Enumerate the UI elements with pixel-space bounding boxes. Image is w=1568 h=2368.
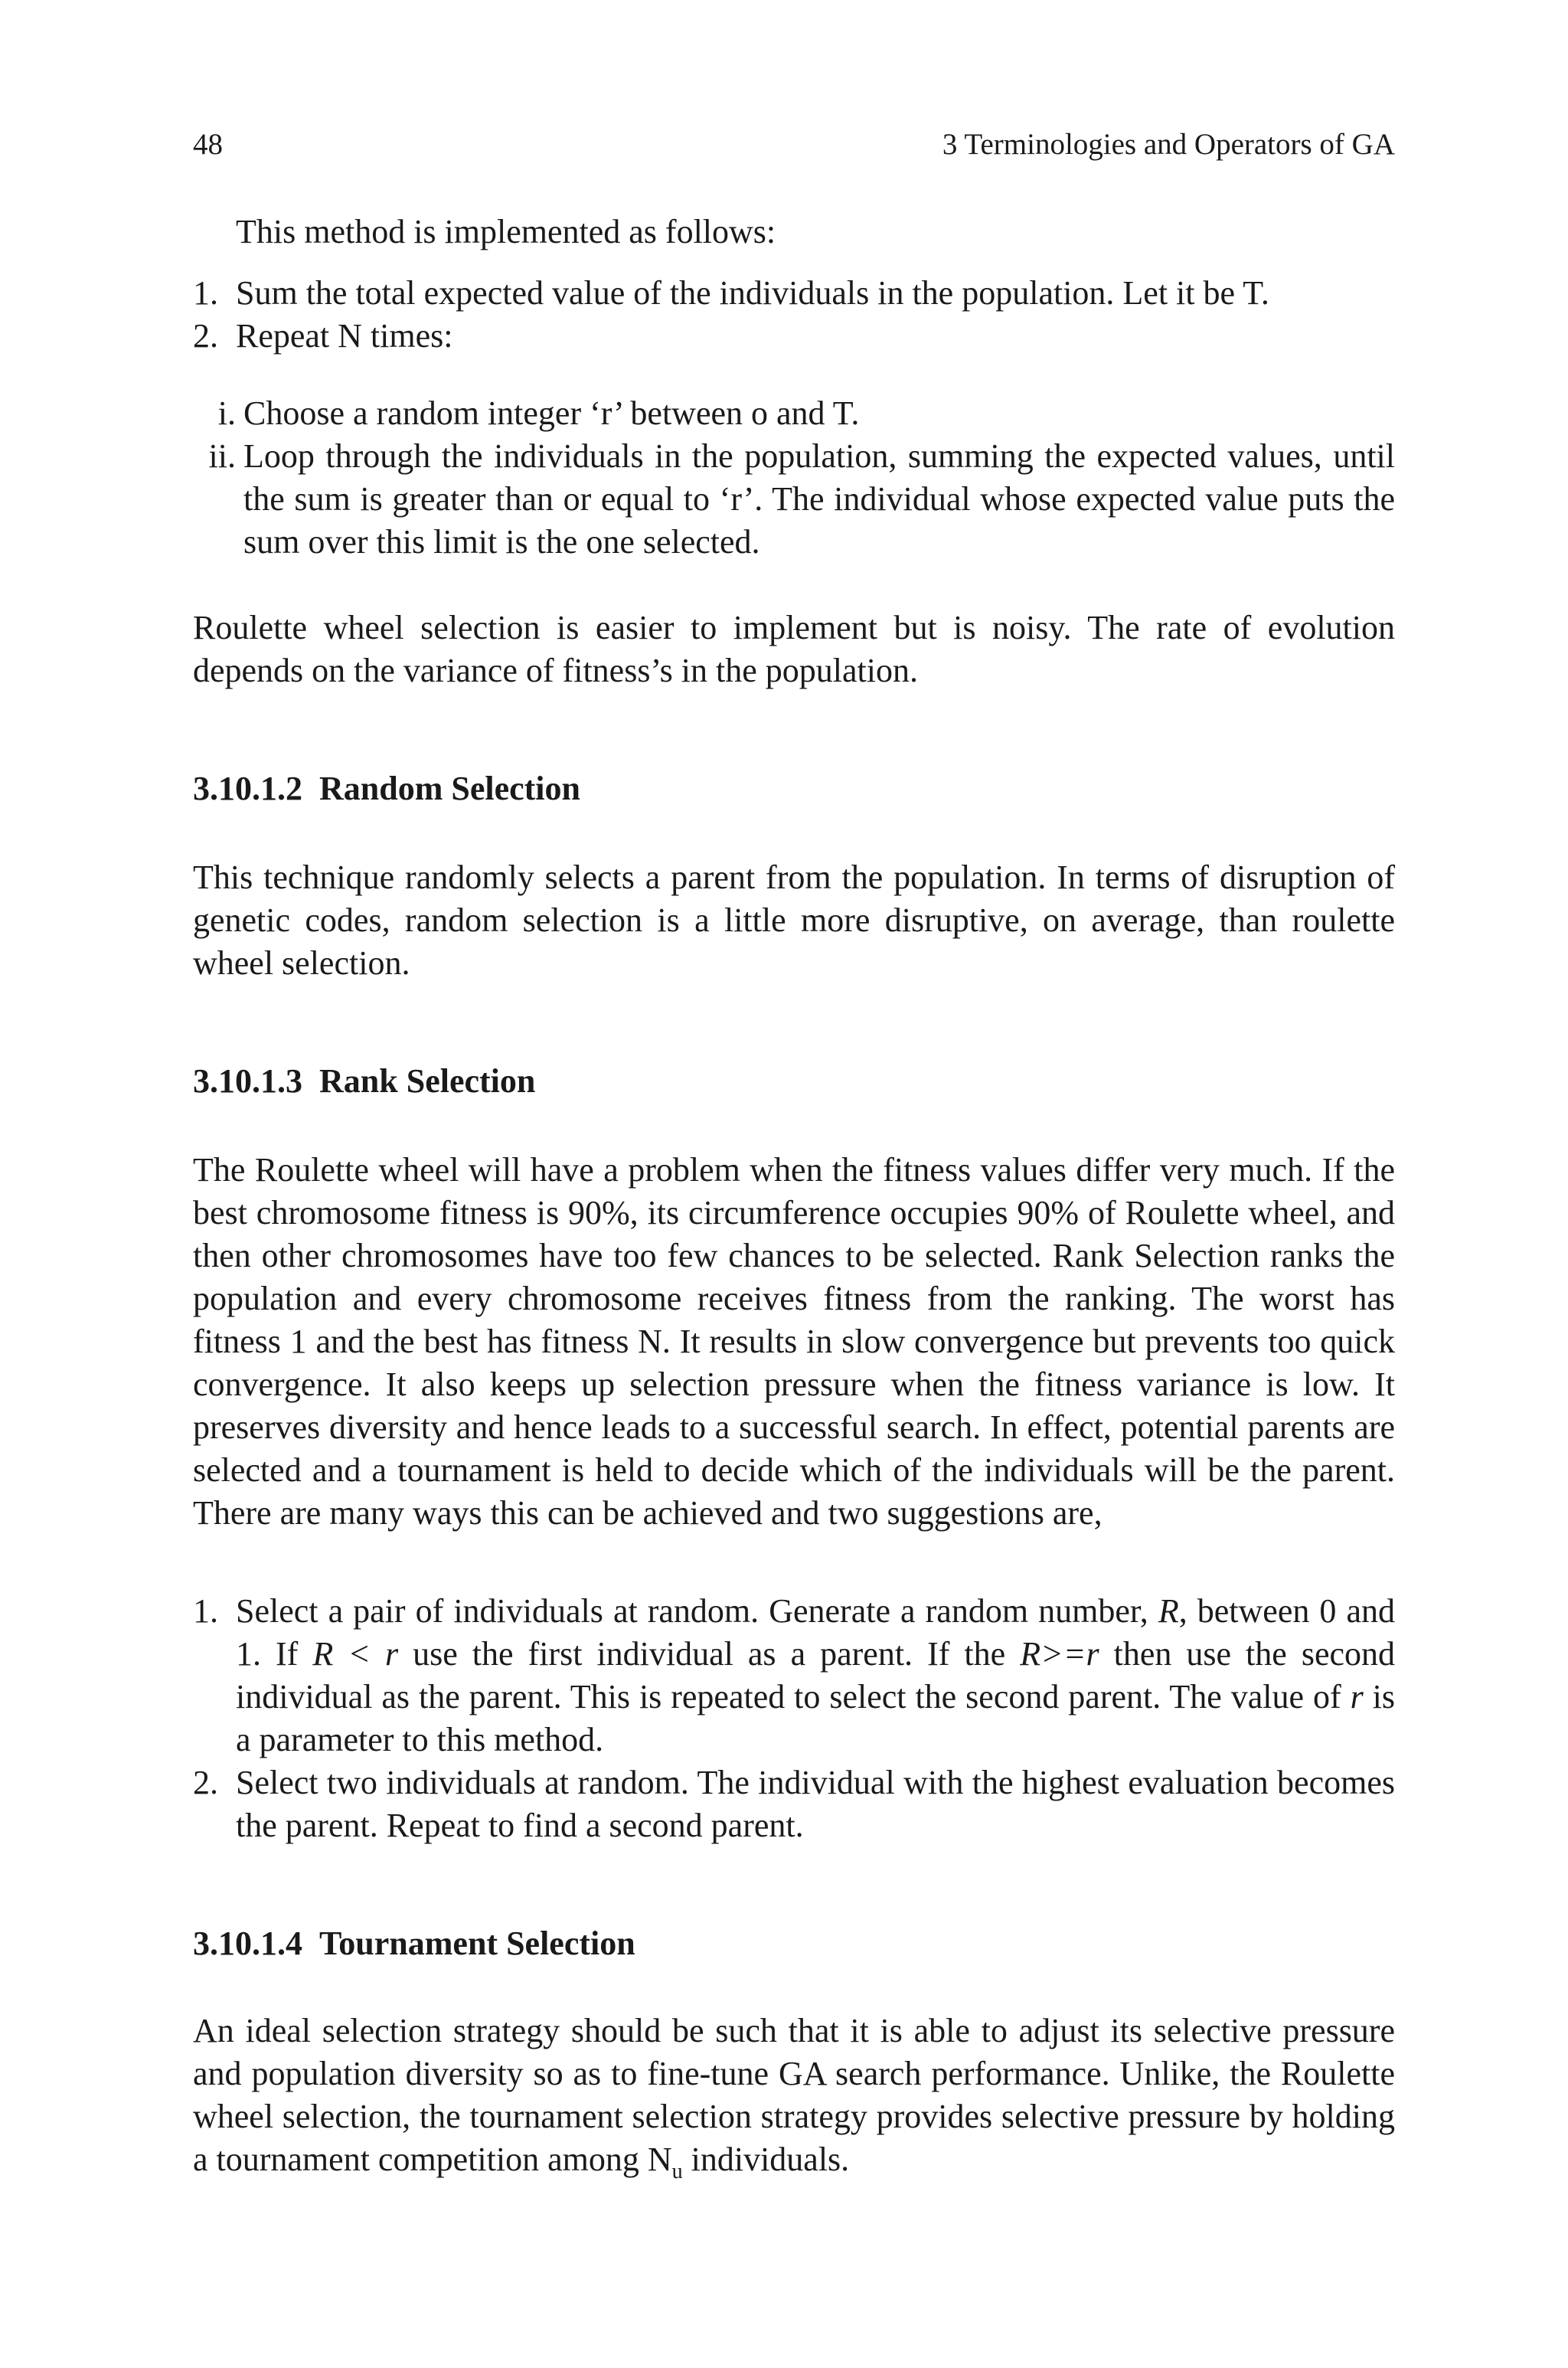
list-item-text: Repeat N times: xyxy=(236,317,453,355)
list-item xyxy=(193,1590,1395,1761)
list-item-text: Loop through the individuals in the population, summing the expected values, until the sum is greater than or equal to ‘r’. The individual whose expected value puts the sum over this limit is the one selected. xyxy=(243,437,1395,561)
list-item xyxy=(193,435,1395,564)
list-item-text xyxy=(236,1592,1395,1758)
section-number: 3.10.1.3 xyxy=(193,1062,302,1100)
section-heading-rank-selection xyxy=(193,1060,1395,1103)
roulette-summary-paragraph: Roulette wheel selection is easier to implement but is noisy. The rate of evolution depends on the variance of fitness’s in the population. xyxy=(193,609,1395,689)
section-number: 3.10.1.2 xyxy=(193,770,302,807)
page-number: 48 xyxy=(193,128,223,161)
list-item-text: Sum the total expected value of the individuals in the population. Let it be T. xyxy=(236,274,1269,312)
list-marker: 2. xyxy=(193,1764,218,1801)
text-run: , between 0 and 1. If xyxy=(236,1592,1395,1673)
text-run: then use the second individual as the parent. This is repeated to select the second parent. The value of xyxy=(236,1635,1395,1715)
text-run: An ideal selection strategy should be such that it is able to adjust its selective pressure and population diversity so as to fine-tune GA search performance. Unlike, the Roulette wheel selection, the tournament selection strategy provides selective pressure by holding a tournament competition among N xyxy=(193,2012,1395,2178)
roulette-substeps-list xyxy=(193,392,1395,564)
text-run: Select a pair of individuals at random. Generate a random number, xyxy=(236,1592,1158,1630)
list-item-text: Choose a random integer ‘r’ between o and T. xyxy=(243,394,860,432)
section-title: Random Selection xyxy=(319,770,580,807)
rank-selection-list xyxy=(193,1590,1395,1847)
section-heading-tournament-selection xyxy=(193,1922,1395,1965)
chapter-title: 3 Terminologies and Operators of GA xyxy=(942,128,1395,161)
text-run: individuals. xyxy=(682,2141,850,2178)
section-title: Tournament Selection xyxy=(319,1925,635,1962)
list-marker: 1. xyxy=(193,274,218,312)
math-variable: R xyxy=(1158,1592,1179,1630)
list-marker: i. xyxy=(217,394,236,432)
list-item xyxy=(193,315,1395,358)
math-expression: R>=r xyxy=(1020,1635,1099,1673)
tournament-selection-paragraph xyxy=(193,2010,1395,2181)
list-item xyxy=(193,1761,1395,1847)
section-heading-random-selection xyxy=(193,767,1395,810)
subscript: u xyxy=(671,2159,683,2183)
intro-paragraph: This method is implemented as follows: xyxy=(236,213,776,250)
list-marker: ii. xyxy=(208,437,236,475)
roulette-steps-list xyxy=(193,272,1395,358)
math-variable: r xyxy=(1350,1678,1364,1715)
rank-selection-paragraph: The Roulette wheel will have a problem when the fitness values differ very much. If the best chromosome fitness is 90%, its circumference occupies 90% of Roulette wheel, and then other chromosomes have too few chances to be selected. Rank Selection ranks the population and every chromosome receives fitness from the ranking. The worst has fitness 1 and the best has fitness N. It results in slow convergence but prevents too quick convergence. It also keeps up selection pressure when the fitness variance is low. It preserves diversity and hence leads to a successful search. In effect, potential parents are selected and a tournament is held to decide which of the individuals will be the parent. There are many ways this can be achieved and two suggestions are, xyxy=(193,1151,1395,1532)
list-item xyxy=(193,272,1395,315)
list-marker: 2. xyxy=(193,317,218,355)
math-expression: R < r xyxy=(312,1635,399,1673)
section-title: Rank Selection xyxy=(319,1062,536,1100)
list-item xyxy=(193,392,1395,435)
section-number: 3.10.1.4 xyxy=(193,1925,302,1962)
list-item-text: Select two individuals at random. The individual with the highest evaluation becomes the parent. Repeat to find a second parent. xyxy=(236,1764,1395,1844)
text-run: use the first individual as a parent. If the xyxy=(398,1635,1021,1673)
random-selection-paragraph: This technique randomly selects a parent from the population. In terms of disruption of genetic codes, random selection is a little more disruptive, on average, than roulette wheel selection. xyxy=(193,859,1395,982)
text-run: is a parameter to this method. xyxy=(236,1678,1395,1758)
list-marker: 1. xyxy=(193,1592,218,1630)
